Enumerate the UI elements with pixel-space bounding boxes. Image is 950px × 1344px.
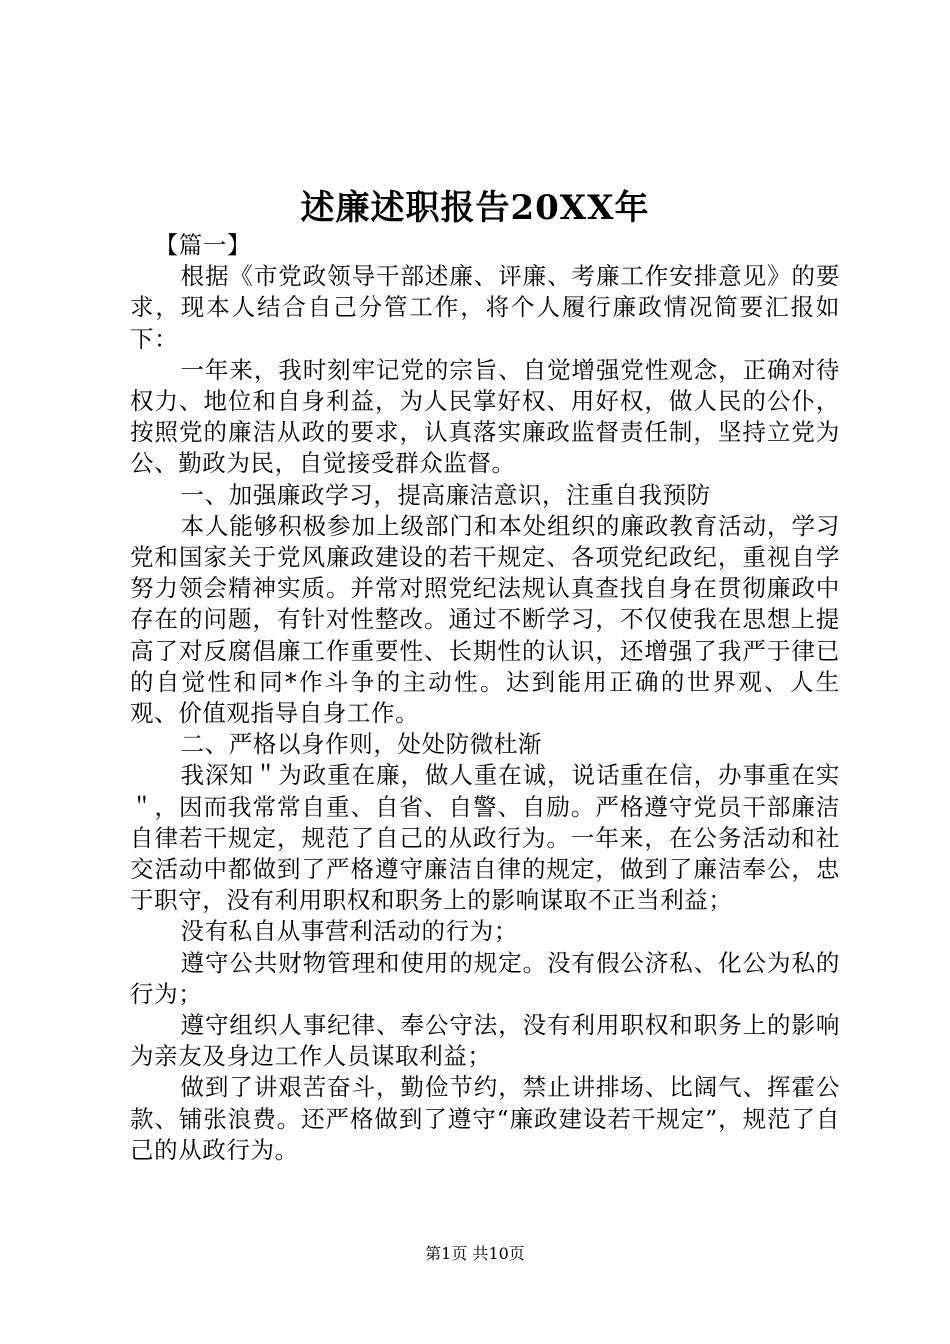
heading-section-one: 一、加强廉政学习，提高廉洁意识，注重自我预防 xyxy=(180,480,711,509)
document-title: 述廉述职报告20XX年 xyxy=(300,188,650,228)
paragraph-no-profit: 没有私自从事营利活动的行为； xyxy=(180,917,518,946)
document-body xyxy=(130,230,840,1166)
section-label: 【篇一】 xyxy=(154,231,252,259)
paragraph-personnel-discipline: 遵守组织人事纪律、奉公守法，没有利用职权和职务上的影响为亲友及身边工作人员谋取利益； xyxy=(130,1011,840,1071)
paragraph-frugality: 做到了讲艰苦奋斗，勤俭节约，禁止讲排场、比阔气、挥霍公款、铺张浪费。还严格做到了遵守“廉政建设若干规定”，规范了自己的从政行为。 xyxy=(130,1073,840,1164)
paragraph-self-discipline: 我深知＂为政重在廉，做人重在诚，说话重在信，办事重在实＂，因而我常常自重、自省、自警、自励。严格遵守党员干部廉洁自律若干规定，规范了自己的从政行为。一年来，在公务活动和社交活动中都做到了严格遵守廉洁自律的规定，做到了廉洁奉公，忠于职守，没有利用职权和职务上的影响谋取不正当利益； xyxy=(130,761,840,915)
paragraph-summary: 一年来，我时刻牢记党的宗旨、自觉增强党性观念，正确对待权力、地位和自身利益，为人民掌好权、用好权，做人民的公仆，按照党的廉洁从政的要求，认真落实廉政监督责任制，坚持立党为公、勤政为民，自觉接受群众监督。 xyxy=(130,355,840,478)
paragraph-public-property: 遵守公共财物管理和使用的规定。没有假公济私、化公为私的行为； xyxy=(130,948,840,1008)
paragraph-intro: 根据《市党政领导干部述廉、评廉、考廉工作安排意见》的要求，现本人结合自己分管工作，将个人履行廉政情况简要汇报如下： xyxy=(130,262,840,353)
page-number-footer: 第1页 共10页 xyxy=(425,1244,525,1263)
paragraph-study: 本人能够积极参加上级部门和本处组织的廉政教育活动，学习党和国家关于党风廉政建设的若干规定、各项党纪政纪，重视自学努力领会精神实质。并常对照党纪法规认真查找自身在贯彻廉政中存在的问题，有针对性整改。通过不断学习，不仅使我在思想上提高了对反腐倡廉工作重要性、长期性的认识，还增强了我严于律已的自觉性和同*作斗争的主动性。达到能用正确的世界观、人生观、价值观指导自身工作。 xyxy=(130,511,840,728)
heading-section-two: 二、严格以身作则，处处防微杜渐 xyxy=(180,730,543,759)
